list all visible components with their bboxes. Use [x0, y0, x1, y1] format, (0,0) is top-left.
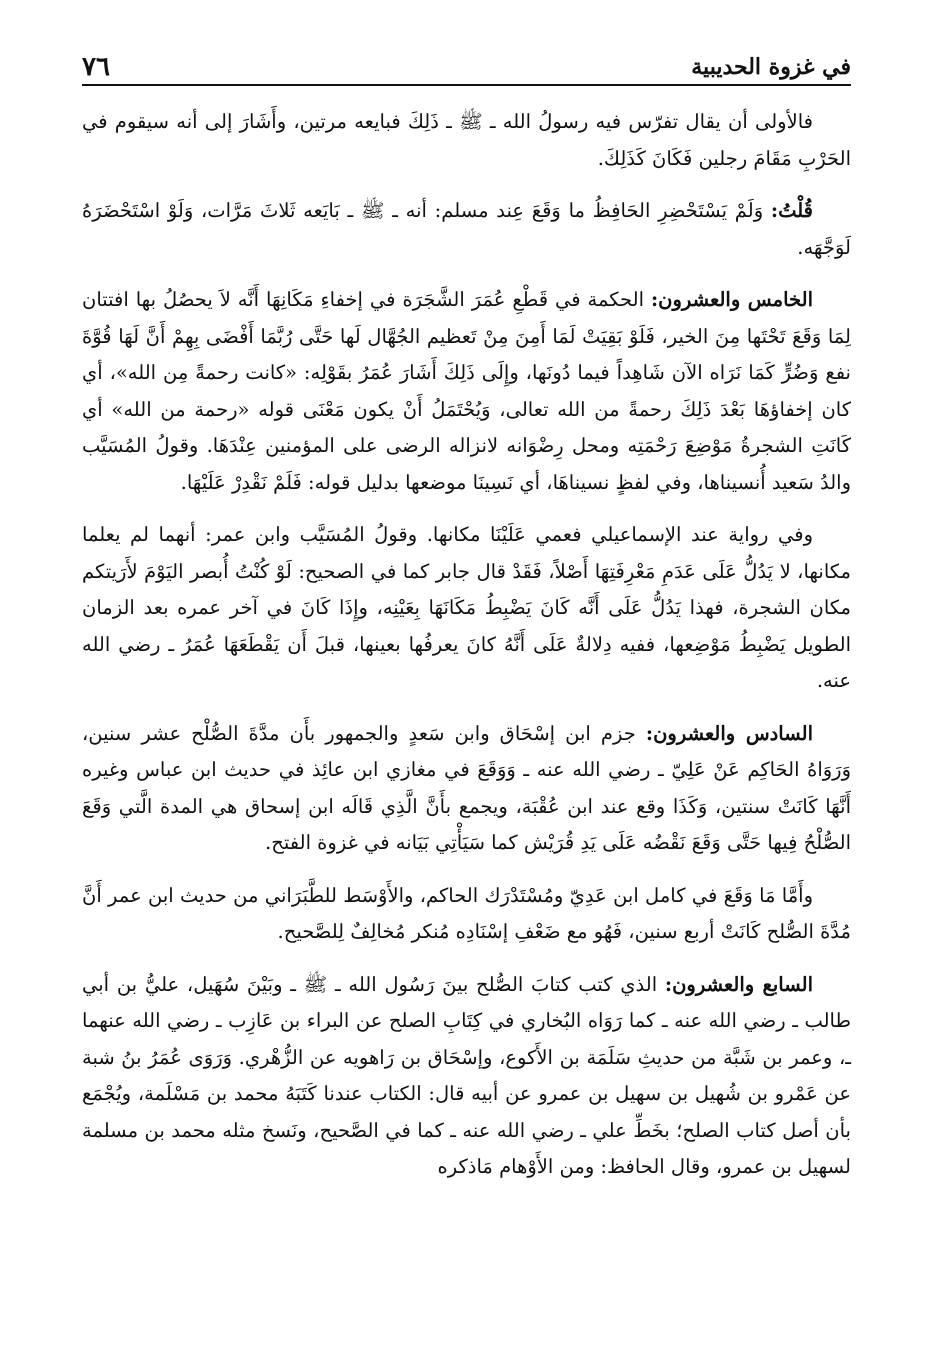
- paragraph-3: [82, 282, 851, 501]
- paragraph-text: فالأولى أن يقال تفرّس فيه رسولُ الله ـ ﷺ ـ ذَلِكَ فبايعه مرتين، وأَشَارَ إلى أنه سيقوم في الحَرْبِ مَقَامَ رجلين فَكَانَ كَذَلِكَ.: [82, 110, 851, 170]
- body-text: [82, 104, 851, 1186]
- paragraph-4: [82, 517, 851, 700]
- paragraph-text: وأَمَّا مَا وَقَعَ في كامل ابن عَدِيّ ومُسْتَدْرَك الحاكم، والأَوْسَط للطَّبَرَاني من حديث ابن عمر أَنَّ مُدَّةَ الصُّلح كَانَتْ أربع سنين، فَهُو مع ضَعْفِ إسْنَادِه مُنكر مُخالِفٌ لِلصَّحيح.: [82, 883, 851, 943]
- page-number: ٧٦: [82, 52, 110, 82]
- paragraph-text: وفي رواية عند الإسماعيلي فعمي عَلَيْنَا مكانها. وقولُ المُسَيَّب وابن عمر: أنهما لم يعلما مكانها، لا يَدُلُّ عَلَى عَدَمِ مَعْرِفَتِهَا أَصْلاً، فَقَدْ قال جابر كما في الصحيح: لَوْ كُنْتُ أُبصر اليَوْمَ لأَرَيتكم مكان الشجرة، فهذا يَدُلُّ عَلَى أَنَّه كَانَ يَضْبِطُ مَكَانَهَا بِعَيْنِه، وإِذَا كَانَ في آخر عمره بعد الزمان الطويل يَضْبِطُ مَوْضِعها، ففيه دِلالةٌ عَلَى أَنَّهُ كانَ يعرفُها بعينها، قبلَ أَن يَقْطَعَهَا عُمَرُ ـ رضي الله عنه.: [82, 523, 851, 692]
- paragraph-heading: قُلْتُ:: [770, 199, 813, 222]
- paragraph-5: [82, 716, 851, 862]
- section-heading: السابع والعشرون:: [664, 972, 813, 996]
- paragraph-6: [82, 878, 851, 951]
- paragraph-text: الذي كتب كتابَ الصُّلح بينَ رَسُول الله ـ ﷺ ـ وبَيْنَ سُهَيل، عليُّ بن أبي طالب ـ رضي الله عنه ـ كما رَوَاه البُخاري في كِتَابِ الصلح عن البراء بن عَازِب ـ رضي الله عنهما ـ، وعمر بن شَبَّة من حديثِ سَلَمَة بن الأَكوع، وإسْحَاق بن رَاهويه عن الزُّهْري. وَرَوَى عُمَرُ بنُ شبة عن عَمْرو بن شُهيل بن سهيل بن عمرو عن أبيه قال: الكتاب عندنا كَتَبَهُ محمد بن مَسْلَمة، ويُجْمَع بأن أصل كتاب الصلح؛ بخَطِّ علي ـ رضي الله عنه ـ كما في الصَّحيح، ونَسخ مثله محمد بن مسلمة لسهيل بن عمرو، وقال الحافظ: ومن الأَوْهام مَاذكره: [82, 972, 851, 1178]
- paragraph-text: وَلَمْ يَسْتَحْضِرِ الحَافِظُ ما وَقَعَ عِند مسلم: أنه ـ ﷺ ـ بَايَعه ثَلاثَ مَرَّات، وَلَوْ اسْتَحْضَرَهُ لَوَجَّهَه.: [82, 199, 851, 259]
- paragraph-7: [82, 967, 851, 1186]
- page-header: [82, 40, 851, 86]
- section-heading: الخامس والعشرون:: [650, 288, 813, 311]
- paragraph-1: [82, 104, 851, 177]
- section-heading: السادس والعشرون:: [645, 721, 814, 745]
- paragraph-text: الحكمة في قَطْعِ عُمَرَ الشَّجَرَة في إخفاءِ مَكَانِهَا أَنَّه لاَ يحصُلُ بها افتتان لِمَا وَقَعَ تَحْتَها مِنَ الخير، فَلَوْ بَقِيَتْ لَمَا أَمِنَ مِنْ تَعظيم الجُهَّال لَها حَتَّى رُبَّمَا أَفْضَى بِهِمْ أَنَّ لَهَا قُوَّةَ نفع وَضُرٍّ كَمَا نَرَاه الآن شَاهِداً فيما دُونَها، وإِلَى ذَلِكَ أَشَارَ عُمَرُ بقَوْلِه: «كانت رحمةً مِن الله»، أي كان إخفاؤهَا بَعْدَ ذَلِكَ رحمةً من الله تعالى، وَيُحْتَمَلُ أَنْ يكون مَعْنَى قوله «رحمة من الله» أي كَانَتِ الشجرةُ مَوْضِعَ رَحْمَتِه ومحل رِضْوَانه لانزاله الرضى على المؤمنين عِنْدَهَا. وقولُ المُسَيَّب والدُ سَعيد أُنسيناها، وفي لفظٍ نسيناهَا، أي نَسِينَا موضعها بدليل قوله: فَلَمْ نَقْدِرْ عَلَيْهَا.: [82, 288, 851, 494]
- paragraph-2: [82, 193, 851, 266]
- paragraph-text: جزم ابن إسْحَاق وابن سَعدٍ والجمهور بأَن مدَّةَ الصُّلْح عشر سنين، وَرَوَاهُ الحَاكِم عَنْ عَلِيّ ـ رضي الله عنه ـ وَوَقَعَ في مغازي ابن عائِذ في حديث ابن عباس وغيره أَنَّهَا كَانَتْ سنتين، وَكَذَا وقع عند ابن عُقْبَة، ويجمع بأَنَّ الَّذِي قَالَه ابن إسحاق هي المدة الَّتي وَقَعَ الصُّلْحُ فِيها حَتَّى وَقَعَ نَقْضُه عَلَى يَدِ قُرَيْش كما سَيَأْتِي بَيَانه في غزوة الفتح.: [82, 721, 851, 854]
- running-title: في غزوة الحديبية: [691, 54, 851, 80]
